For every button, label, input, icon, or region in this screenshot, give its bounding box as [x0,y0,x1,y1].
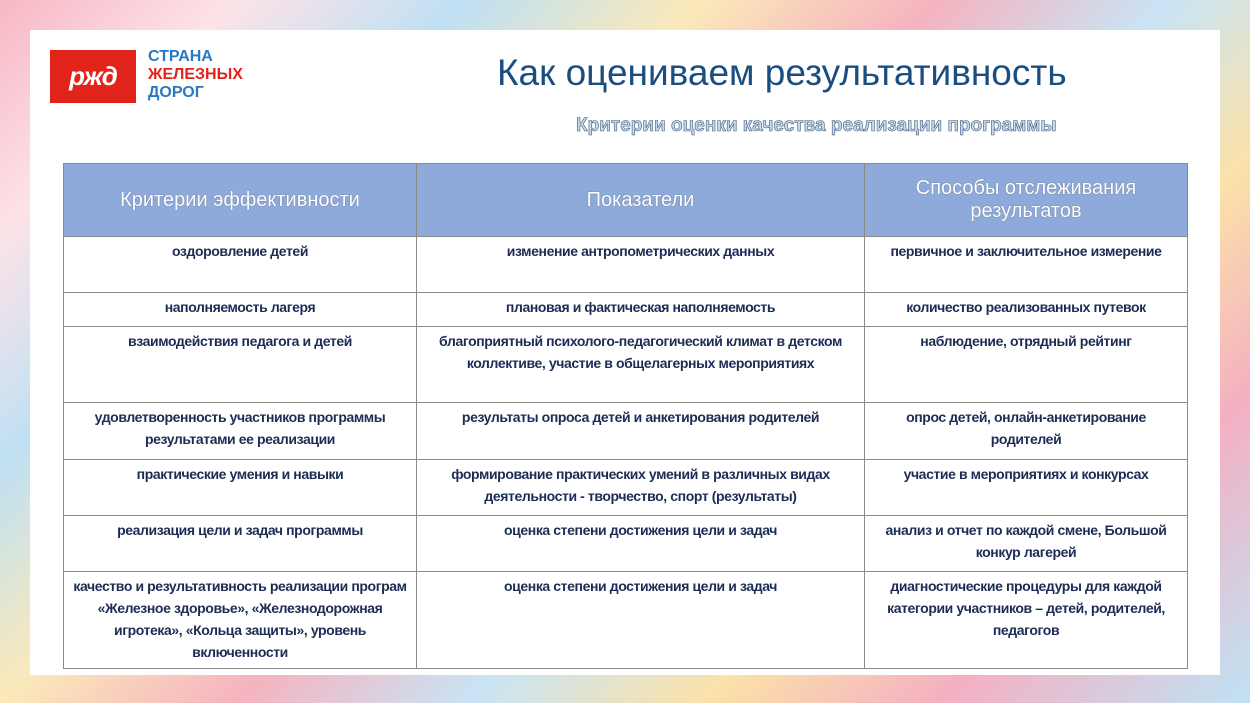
table-row [64,327,1188,403]
table-cell: реализация цели и задач программы [64,516,417,572]
column-header: Критерии эффективности [64,164,417,237]
table-cell: изменение антропометрических данных [417,237,865,293]
page-subtitle: Критерии оценки качества реализации программы [576,115,1057,136]
table-cell: взаимодействия педагога и детей [64,327,417,403]
table-cell: удовлетворенность участников программы результатами ее реализации [64,403,417,460]
table-row [64,460,1188,516]
table-row [64,572,1188,669]
table-cell: первичное и заключительное измерение [865,237,1188,293]
table-cell: количество реализованных путевок [865,293,1188,327]
table-cell: оценка степени достижения цели и задач [417,572,865,669]
table-row [64,293,1188,327]
table-cell: участие в мероприятиях и конкурсах [865,460,1188,516]
criteria-table [63,163,1188,669]
brand-name [148,48,243,102]
brand-line: ДОРОГ [148,84,204,101]
page-title: Как оцениваем результативность [497,52,1067,93]
table-cell: наблюдение, отрядный рейтинг [865,327,1188,403]
table-cell: наполняемость лагеря [64,293,417,327]
table-cell: благоприятный психолого-педагогический климат в детском коллективе, участие в общелагерных мероприятиях [417,327,865,403]
table-cell: опрос детей, онлайн-анкетирование родителей [865,403,1188,460]
table-cell: плановая и фактическая наполняемость [417,293,865,327]
table-cell: оздоровление детей [64,237,417,293]
table-row [64,237,1188,293]
table-row [64,403,1188,460]
table-cell: формирование практических умений в различных видах деятельности - творчество, спорт (результаты) [417,460,865,516]
table-cell: результаты опроса детей и анкетирования родителей [417,403,865,460]
brand-line: СТРАНА [148,48,213,65]
column-header: Способы отслеживания результатов [865,164,1188,237]
table-cell: диагностические процедуры для каждой категории участников – детей, родителей, педагогов [865,572,1188,669]
table-row [64,516,1188,572]
table-cell: практические умения и навыки [64,460,417,516]
column-header: Показатели [417,164,865,237]
table-cell: качество и результативность реализации програм «Железное здоровье», «Железнодорожная игротека», «Кольца защиты», уровень включенности [64,572,417,669]
brand-line: ЖЕЛЕЗНЫХ [148,66,243,83]
table-cell: оценка степени достижения цели и задач [417,516,865,572]
table-cell: анализ и отчет по каждой смене, Большой конкур лагерей [865,516,1188,572]
rzd-logo: ржд [50,50,136,103]
